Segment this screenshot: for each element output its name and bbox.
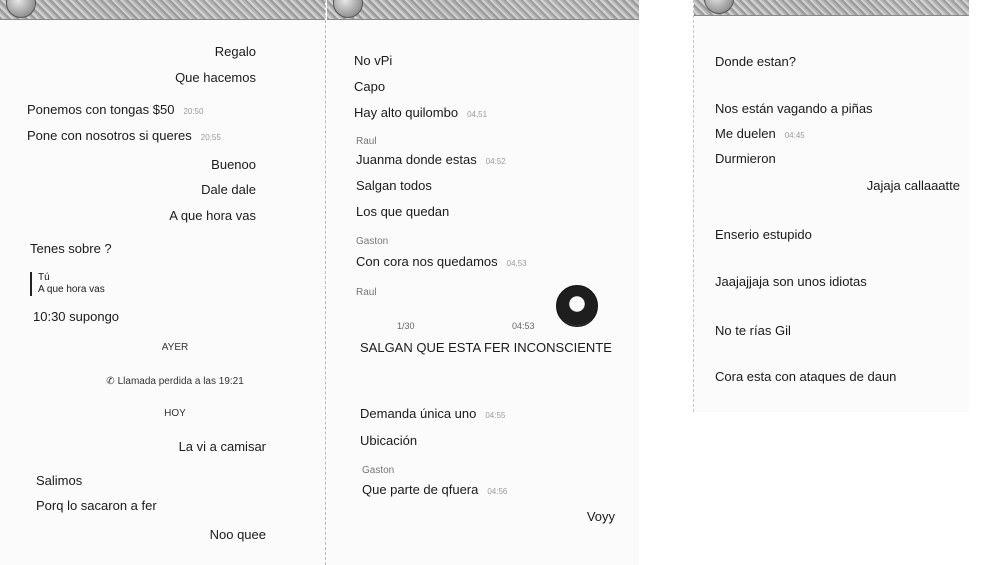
message-text: SALGAN QUE ESTA FER INCONSCIENTE: [360, 340, 612, 355]
message-time: 04:52: [485, 157, 506, 166]
message-incoming: [30, 241, 121, 259]
avatar[interactable]: [6, 0, 36, 18]
message-text: Noo quee: [209, 527, 266, 542]
message-text: Con cora nos quedamos: [356, 254, 498, 269]
message-time: 20:55: [200, 133, 221, 142]
message-outgoing: [169, 208, 265, 226]
message-incoming: [362, 482, 507, 500]
message-text: Enserio estupido: [715, 227, 812, 242]
message-outgoing: [201, 182, 265, 200]
message-incoming: [715, 369, 905, 387]
message-incoming: [356, 204, 458, 222]
message-incoming: [715, 126, 805, 144]
quoted-reply[interactable]: [30, 272, 230, 296]
sender-name: Raul: [356, 287, 377, 298]
message-incoming: [27, 102, 203, 120]
message-incoming: [36, 498, 166, 516]
avatar[interactable]: [333, 0, 363, 18]
message-text: Que hacemos: [175, 70, 256, 85]
message-incoming: [27, 128, 221, 146]
chat-panel-2: [327, 0, 639, 565]
message-outgoing: [211, 157, 265, 175]
sender-name: Gaston: [356, 236, 389, 247]
message-outgoing: [215, 44, 265, 62]
message-text: Hay alto quilombo: [354, 105, 459, 120]
message-incoming: [715, 101, 882, 119]
missed-call-icon: ✆: [106, 376, 115, 387]
message-incoming: [360, 406, 505, 424]
message-text: Me duelen: [715, 126, 776, 141]
chat-header[interactable]: [0, 0, 325, 20]
message-text: No vPi: [354, 53, 393, 68]
message-incoming: [356, 254, 527, 272]
message-incoming: [33, 309, 128, 327]
message-time: 04,53: [506, 259, 527, 268]
sticker-image[interactable]: [556, 285, 598, 327]
missed-call-notice: [60, 376, 290, 388]
message-incoming: [36, 473, 91, 491]
message-text: Voyy: [586, 509, 615, 524]
message-text: No te rías Gil: [715, 323, 791, 338]
message-text: A que hora vas: [169, 208, 256, 223]
message-text: La vi a camisar: [178, 439, 266, 454]
message-incoming: [354, 53, 401, 71]
message-text: Demanda única uno: [360, 406, 477, 421]
message-text: Pone con nosotros si queres: [27, 128, 192, 143]
message-outgoing: [587, 509, 624, 527]
media-time: 04:53: [512, 321, 535, 331]
message-text: Buenoo: [211, 157, 256, 172]
message-incoming: [715, 323, 800, 341]
message-text: Durmieron: [715, 151, 776, 166]
message-time: 20:50: [183, 107, 204, 116]
message-text: Tenes sobre ?: [30, 241, 112, 256]
chat-panel-1: [0, 0, 326, 565]
message-incoming: [715, 54, 805, 72]
message-time: 04:55: [485, 411, 506, 420]
message-text: Salgan todos: [356, 178, 432, 193]
message-text: Capo: [354, 79, 386, 94]
message-text: Jajaja callaaatte: [866, 178, 960, 193]
message-time: 04,51: [467, 110, 488, 119]
sender-name: Gaston: [362, 465, 395, 476]
avatar[interactable]: [704, 0, 734, 14]
message-text: Dale dale: [201, 182, 256, 197]
chat-header[interactable]: [694, 0, 969, 16]
missed-call-text: Llamada perdida a las 19:21: [117, 376, 244, 387]
message-incoming: [360, 433, 426, 451]
message-text: Cora esta con ataques de daun: [715, 369, 897, 384]
message-outgoing: [179, 439, 275, 457]
message-text: Los que quedan: [356, 204, 450, 219]
message-text: Porq lo sacaron a fer: [36, 498, 157, 513]
chat-header[interactable]: [327, 0, 639, 20]
message-incoming: [715, 274, 876, 292]
message-time: 04:45: [784, 131, 805, 140]
sender-name: Raul: [356, 136, 377, 147]
chat-panel-3: [693, 0, 969, 412]
message-incoming: [715, 227, 821, 245]
media-caption: 1/30: [397, 321, 415, 331]
message-incoming: [715, 151, 785, 169]
message-incoming: [356, 178, 441, 196]
message-incoming: [356, 152, 506, 170]
message-time: 04:56: [487, 487, 508, 496]
message-text: Ponemos con tongas $50: [27, 102, 175, 117]
message-text: Juanma donde estas: [356, 152, 477, 167]
message-text: Salimos: [36, 473, 83, 488]
message-text: 10:30 supongo: [33, 309, 120, 324]
quote-author: Tú: [38, 272, 50, 283]
message-text: Nos están vagando a piñas: [715, 101, 873, 116]
message-text: Ubicación: [360, 433, 418, 448]
message-outgoing: [867, 178, 969, 196]
date-divider: HOY: [164, 408, 186, 419]
message-text: Regalo: [214, 44, 256, 59]
message-outgoing: [210, 527, 275, 545]
message-incoming: [360, 340, 621, 358]
message-incoming: [354, 105, 487, 123]
message-outgoing: [175, 70, 265, 88]
message-text: Jaajajjaja son unos idiotas: [715, 274, 867, 289]
date-divider: AYER: [161, 342, 189, 353]
message-text: Que parte de qfuera: [362, 482, 479, 497]
message-text: Donde estan?: [715, 54, 796, 69]
message-incoming: [354, 79, 394, 97]
quote-text: A que hora vas: [38, 284, 105, 295]
